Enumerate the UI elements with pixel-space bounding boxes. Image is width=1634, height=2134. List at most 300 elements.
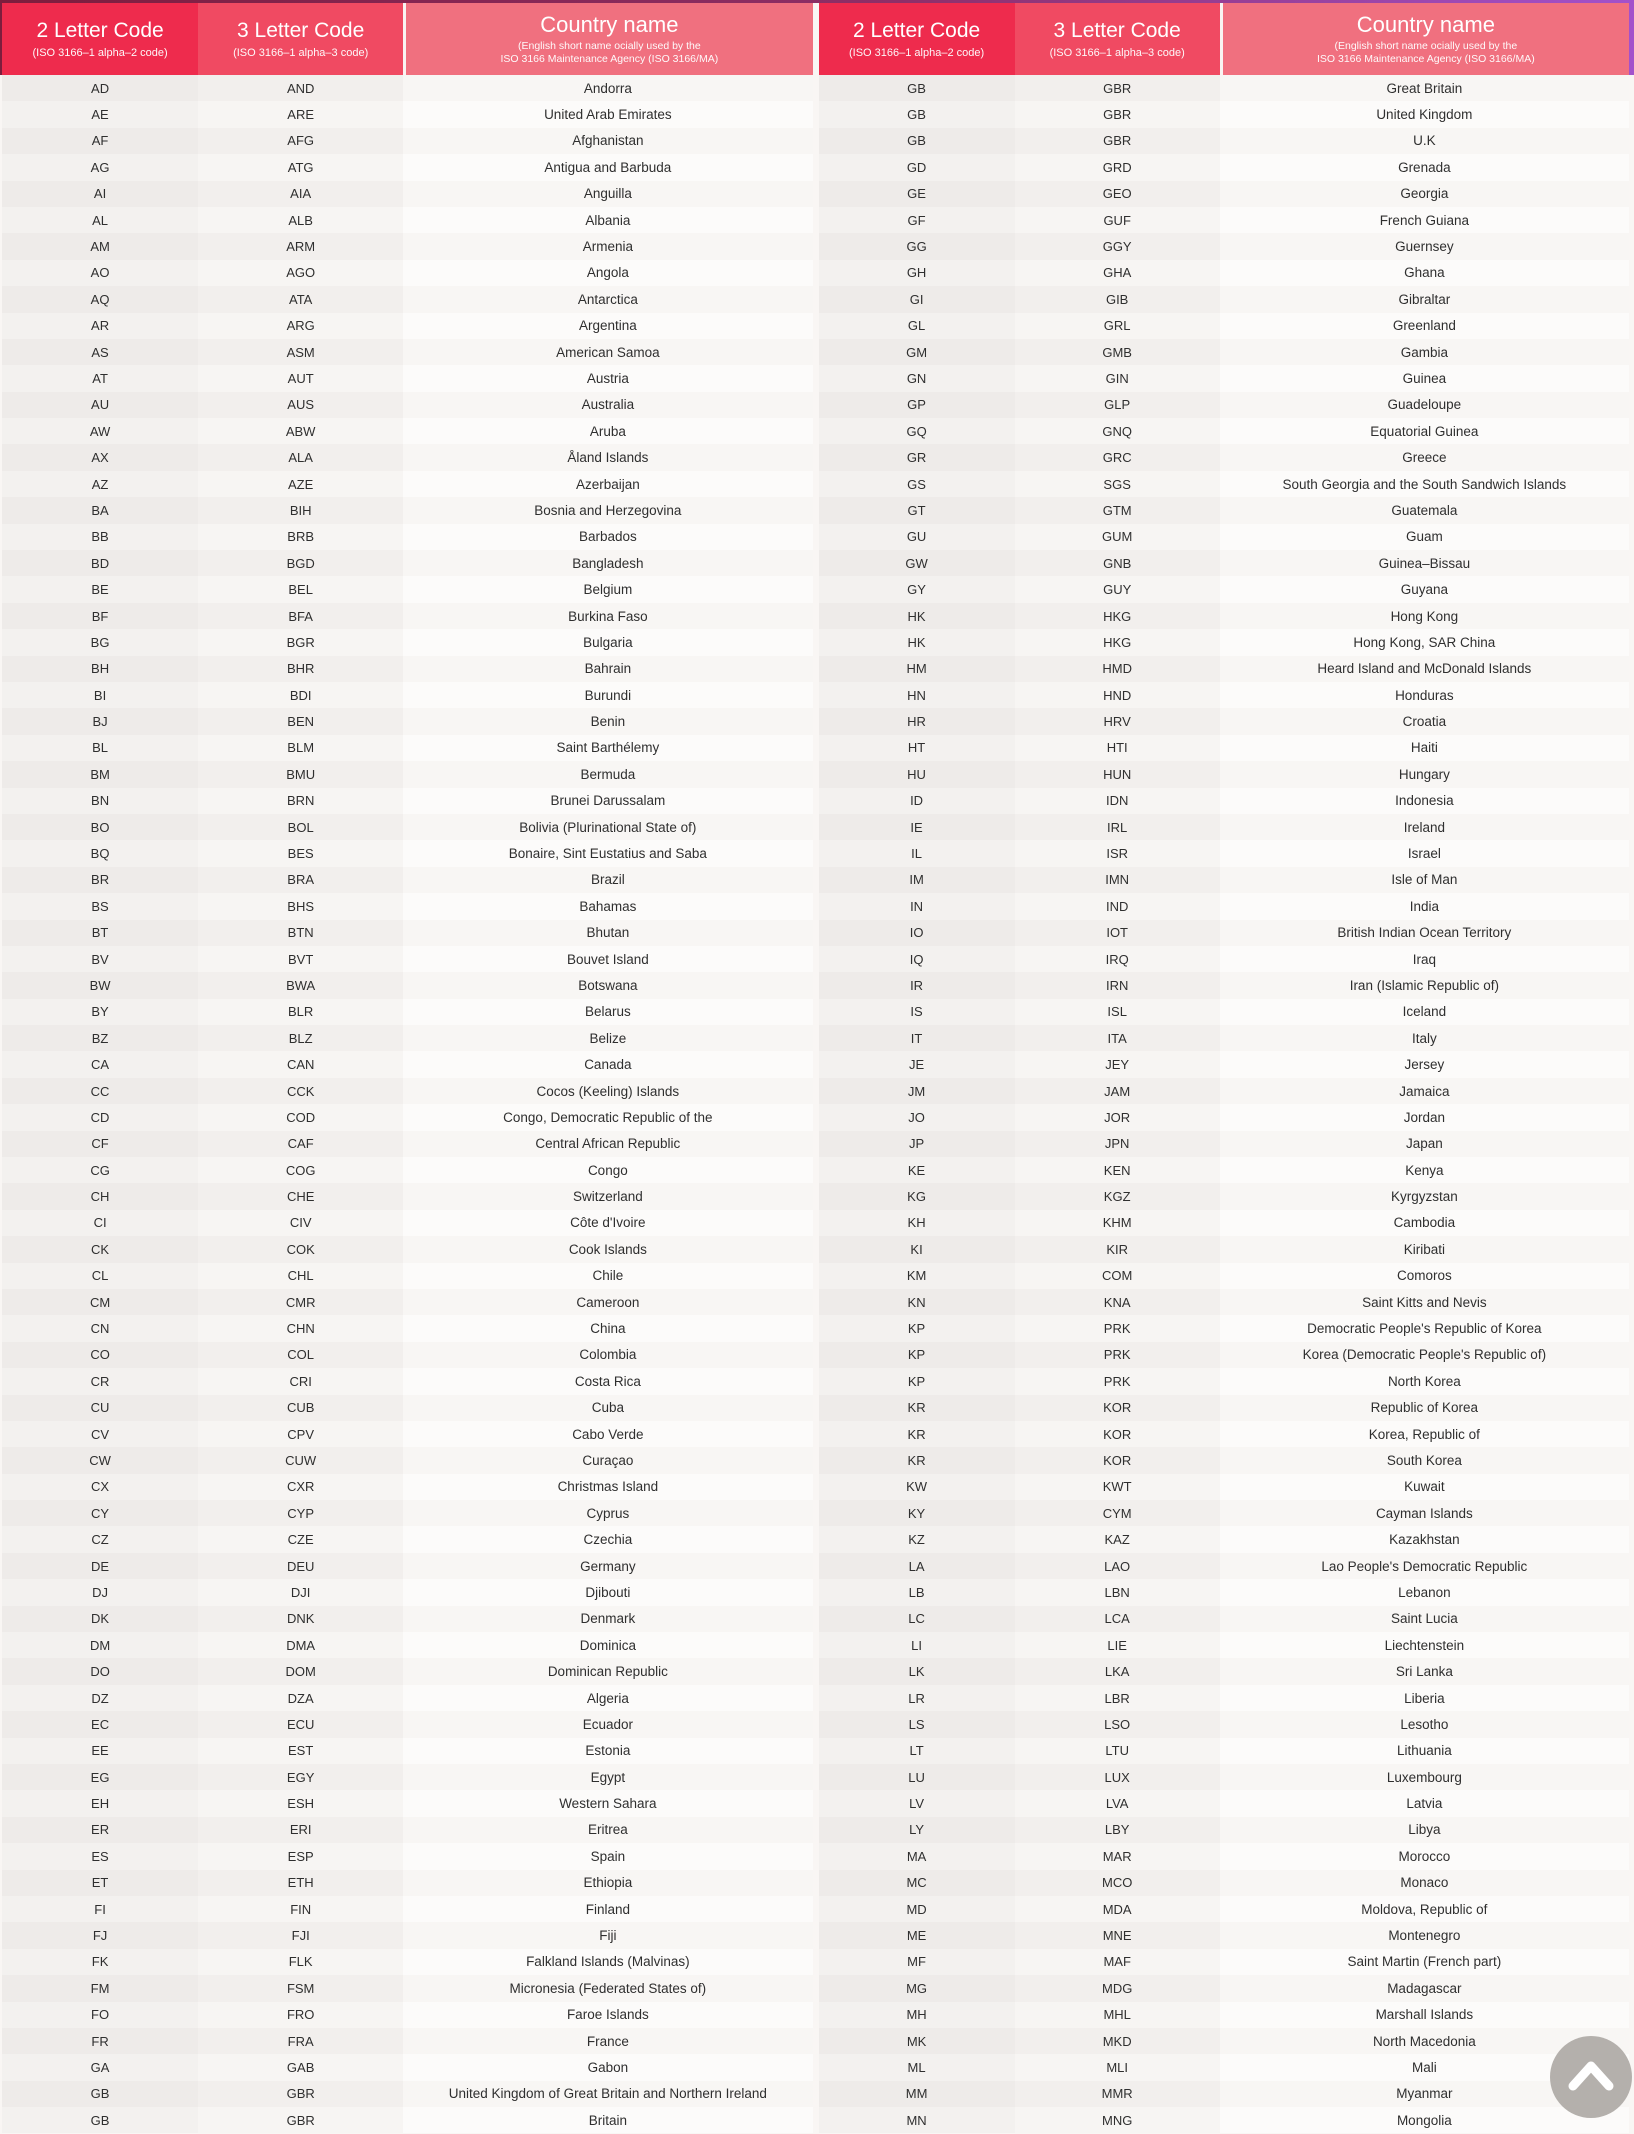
table-row <box>819 1949 1630 1975</box>
table-row <box>2 946 813 972</box>
cell-country-name: Switzerland <box>403 1183 812 1209</box>
cell-2-letter-code: GH <box>819 260 1015 286</box>
cell-country-name: Greece <box>1220 444 1629 470</box>
column-title: Country name <box>540 12 679 38</box>
cell-country-name: Curaçao <box>403 1447 812 1473</box>
column-subtitle: (English short name ocially used by the ISO 3166 Maintenance Agency (ISO 3166/MA) <box>500 39 719 65</box>
cell-country-name: Republic of Korea <box>1220 1395 1629 1421</box>
cell-country-name: Anguilla <box>403 181 812 207</box>
cell-country-name: Montenegro <box>1220 1922 1629 1948</box>
table-row <box>2 2028 813 2054</box>
cell-country-name: Algeria <box>403 1685 812 1711</box>
cell-country-name: Bermuda <box>403 761 812 787</box>
cell-2-letter-code: BH <box>2 656 198 682</box>
table-row <box>2 1632 813 1658</box>
cell-2-letter-code: KN <box>819 1289 1015 1315</box>
cell-3-letter-code: COG <box>198 1157 403 1183</box>
cell-2-letter-code: CU <box>2 1395 198 1421</box>
table-row <box>819 1553 1630 1579</box>
cell-3-letter-code: LCA <box>1015 1606 1220 1632</box>
cell-country-name: Saint Martin (French part) <box>1220 1949 1629 1975</box>
cell-2-letter-code: GY <box>819 576 1015 602</box>
cell-country-name: Armenia <box>403 233 812 259</box>
table-row <box>2 497 813 523</box>
cell-2-letter-code: HR <box>819 708 1015 734</box>
cell-3-letter-code: KIR <box>1015 1236 1220 1262</box>
column-header-country-name <box>1220 3 1629 75</box>
cell-2-letter-code: AF <box>2 128 198 154</box>
cell-2-letter-code: HK <box>819 629 1015 655</box>
cell-country-name: Moldova, Republic of <box>1220 1896 1629 1922</box>
cell-3-letter-code: BDI <box>198 682 403 708</box>
cell-3-letter-code: SGS <box>1015 471 1220 497</box>
cell-3-letter-code: BWA <box>198 972 403 998</box>
table-row <box>819 2054 1630 2080</box>
cell-2-letter-code: BJ <box>2 708 198 734</box>
table-row <box>2 972 813 998</box>
table-row <box>2 1263 813 1289</box>
table-row <box>2 867 813 893</box>
table-row <box>819 1315 1630 1341</box>
cell-country-name: Heard Island and McDonald Islands <box>1220 656 1629 682</box>
table-row <box>819 154 1630 180</box>
table-row <box>819 1817 1630 1843</box>
cell-country-name: Andorra <box>403 75 812 101</box>
cell-3-letter-code: CUB <box>198 1395 403 1421</box>
cell-2-letter-code: GL <box>819 313 1015 339</box>
cell-2-letter-code: IO <box>819 920 1015 946</box>
cell-3-letter-code: LBY <box>1015 1817 1220 1843</box>
cell-3-letter-code: COL <box>198 1342 403 1368</box>
cell-3-letter-code: FRO <box>198 2002 403 2028</box>
cell-country-name: Lebanon <box>1220 1579 1629 1605</box>
cell-country-name: Grenada <box>1220 154 1629 180</box>
table-row <box>819 999 1630 1025</box>
table-row <box>2 471 813 497</box>
cell-2-letter-code: BN <box>2 788 198 814</box>
cell-3-letter-code: GBR <box>1015 101 1220 127</box>
table-row <box>819 1896 1630 1922</box>
cell-3-letter-code: HKG <box>1015 629 1220 655</box>
cell-3-letter-code: LAO <box>1015 1553 1220 1579</box>
cell-2-letter-code: EH <box>2 1790 198 1816</box>
cell-country-name: Denmark <box>403 1606 812 1632</box>
cell-2-letter-code: CO <box>2 1342 198 1368</box>
cell-2-letter-code: BD <box>2 550 198 576</box>
cell-3-letter-code: GLP <box>1015 392 1220 418</box>
table-row <box>2 207 813 233</box>
cell-country-name: Belgium <box>403 576 812 602</box>
table-row <box>2 1553 813 1579</box>
table-row <box>819 1025 1630 1051</box>
table-row <box>819 629 1630 655</box>
table-row <box>819 233 1630 259</box>
table-row <box>819 2028 1630 2054</box>
cell-country-name: Falkland Islands (Malvinas) <box>403 1949 812 1975</box>
cell-3-letter-code: BLZ <box>198 1025 403 1051</box>
cell-3-letter-code: GNB <box>1015 550 1220 576</box>
cell-2-letter-code: IM <box>819 867 1015 893</box>
cell-3-letter-code: LBN <box>1015 1579 1220 1605</box>
table-row <box>2 1817 813 1843</box>
cell-3-letter-code: MDA <box>1015 1896 1220 1922</box>
cell-3-letter-code: DEU <box>198 1553 403 1579</box>
table-row <box>819 418 1630 444</box>
cell-3-letter-code: BEL <box>198 576 403 602</box>
table-row <box>819 524 1630 550</box>
cell-2-letter-code: IE <box>819 814 1015 840</box>
cell-country-name: Gibraltar <box>1220 286 1629 312</box>
cell-2-letter-code: AI <box>2 181 198 207</box>
cell-3-letter-code: CRI <box>198 1368 403 1394</box>
cell-country-name: Ecuador <box>403 1711 812 1737</box>
cell-3-letter-code: ATA <box>198 286 403 312</box>
table-row <box>819 1236 1630 1262</box>
cell-3-letter-code: ARG <box>198 313 403 339</box>
cell-2-letter-code: DE <box>2 1553 198 1579</box>
cell-3-letter-code: KAZ <box>1015 1526 1220 1552</box>
cell-3-letter-code: HUN <box>1015 761 1220 787</box>
cell-2-letter-code: LV <box>819 1790 1015 1816</box>
cell-2-letter-code: LK <box>819 1658 1015 1684</box>
country-code-tables <box>2 3 1629 2133</box>
cell-3-letter-code: JAM <box>1015 1078 1220 1104</box>
column-header-country-name <box>403 3 812 75</box>
table-row <box>819 1447 1630 1473</box>
cell-country-name: Korea (Democratic People's Republic of) <box>1220 1342 1629 1368</box>
cell-2-letter-code: CR <box>2 1368 198 1394</box>
cell-3-letter-code: GAB <box>198 2054 403 2080</box>
cell-2-letter-code: CG <box>2 1157 198 1183</box>
cell-2-letter-code: AO <box>2 260 198 286</box>
cell-2-letter-code: CK <box>2 1236 198 1262</box>
cell-3-letter-code: MCO <box>1015 1870 1220 1896</box>
cell-2-letter-code: BS <box>2 893 198 919</box>
table-row <box>819 471 1630 497</box>
cell-2-letter-code: LI <box>819 1632 1015 1658</box>
cell-3-letter-code: JEY <box>1015 1051 1220 1077</box>
cell-country-name: Austria <box>403 365 812 391</box>
cell-3-letter-code: KNA <box>1015 1289 1220 1315</box>
table-row <box>2 286 813 312</box>
cell-3-letter-code: GRL <box>1015 313 1220 339</box>
column-title: 2 Letter Code <box>852 18 981 42</box>
cell-2-letter-code: DO <box>2 1658 198 1684</box>
cell-2-letter-code: FJ <box>2 1922 198 1948</box>
table-header <box>2 3 813 75</box>
cell-country-name: Congo <box>403 1157 812 1183</box>
table-row <box>2 576 813 602</box>
cell-country-name: Czechia <box>403 1526 812 1552</box>
cell-2-letter-code: BQ <box>2 840 198 866</box>
scroll-to-top-button[interactable] <box>1550 2036 1632 2118</box>
cell-country-name: Bhutan <box>403 920 812 946</box>
cell-3-letter-code: ESP <box>198 1843 403 1869</box>
table-row <box>819 840 1630 866</box>
cell-3-letter-code: BLR <box>198 999 403 1025</box>
cell-country-name: Cook Islands <box>403 1236 812 1262</box>
table-row <box>819 735 1630 761</box>
cell-country-name: Central African Republic <box>403 1131 812 1157</box>
table-row <box>2 1236 813 1262</box>
cell-2-letter-code: FO <box>2 2002 198 2028</box>
table-row <box>819 1183 1630 1209</box>
cell-country-name: Mongolia <box>1220 2107 1629 2133</box>
table-row <box>2 550 813 576</box>
cell-2-letter-code: GW <box>819 550 1015 576</box>
table-row <box>2 1764 813 1790</box>
cell-3-letter-code: BRN <box>198 788 403 814</box>
cell-2-letter-code: DZ <box>2 1685 198 1711</box>
cell-country-name: United Kingdom <box>1220 101 1629 127</box>
cell-2-letter-code: GB <box>2 2107 198 2133</box>
table-row <box>819 2002 1630 2028</box>
cell-country-name: Bahamas <box>403 893 812 919</box>
cell-3-letter-code: BGR <box>198 629 403 655</box>
table-row <box>2 999 813 1025</box>
cell-3-letter-code: HRV <box>1015 708 1220 734</box>
cell-3-letter-code: GTM <box>1015 497 1220 523</box>
cell-country-name: Guam <box>1220 524 1629 550</box>
cell-3-letter-code: ASM <box>198 339 403 365</box>
cell-country-name: Marshall Islands <box>1220 2002 1629 2028</box>
cell-country-name: United Kingdom of Great Britain and Northern Ireland <box>403 2081 812 2107</box>
cell-3-letter-code: GUM <box>1015 524 1220 550</box>
cell-2-letter-code: AR <box>2 313 198 339</box>
cell-2-letter-code: BG <box>2 629 198 655</box>
table-row <box>2 313 813 339</box>
cell-3-letter-code: MNG <box>1015 2107 1220 2133</box>
cell-3-letter-code: FJI <box>198 1922 403 1948</box>
cell-3-letter-code: ARE <box>198 101 403 127</box>
table-row <box>2 1896 813 1922</box>
table-row <box>2 735 813 761</box>
cell-country-name: Madagascar <box>1220 1975 1629 2001</box>
cell-3-letter-code: LKA <box>1015 1658 1220 1684</box>
table-row <box>819 260 1630 286</box>
cell-2-letter-code: AW <box>2 418 198 444</box>
cell-country-name: Finland <box>403 1896 812 1922</box>
cell-2-letter-code: CA <box>2 1051 198 1077</box>
cell-3-letter-code: CXR <box>198 1474 403 1500</box>
cell-3-letter-code: MDG <box>1015 1975 1220 2001</box>
cell-country-name: France <box>403 2028 812 2054</box>
cell-country-name: Bosnia and Herzegovina <box>403 497 812 523</box>
cell-country-name: Israel <box>1220 840 1629 866</box>
cell-3-letter-code: HND <box>1015 682 1220 708</box>
cell-3-letter-code: BRA <box>198 867 403 893</box>
cell-3-letter-code: KWT <box>1015 1474 1220 1500</box>
cell-3-letter-code: HKG <box>1015 603 1220 629</box>
cell-2-letter-code: MC <box>819 1870 1015 1896</box>
cell-country-name: Comoros <box>1220 1263 1629 1289</box>
cell-country-name: Congo, Democratic Republic of the <box>403 1104 812 1130</box>
cell-3-letter-code: CYM <box>1015 1500 1220 1526</box>
cell-2-letter-code: KP <box>819 1342 1015 1368</box>
column-title: 2 Letter Code <box>36 18 164 42</box>
table-row <box>819 313 1630 339</box>
cell-2-letter-code: GD <box>819 154 1015 180</box>
cell-3-letter-code: DMA <box>198 1632 403 1658</box>
table-row <box>819 920 1630 946</box>
cell-country-name: Fiji <box>403 1922 812 1948</box>
cell-2-letter-code: BF <box>2 603 198 629</box>
cell-2-letter-code: KE <box>819 1157 1015 1183</box>
cell-3-letter-code: EST <box>198 1738 403 1764</box>
cell-3-letter-code: GBR <box>1015 75 1220 101</box>
cell-2-letter-code: GQ <box>819 418 1015 444</box>
cell-2-letter-code: BM <box>2 761 198 787</box>
cell-2-letter-code: LB <box>819 1579 1015 1605</box>
table-row <box>2 629 813 655</box>
cell-3-letter-code: BEN <box>198 708 403 734</box>
cell-2-letter-code: GA <box>2 2054 198 2080</box>
cell-2-letter-code: KY <box>819 1500 1015 1526</box>
cell-3-letter-code: AFG <box>198 128 403 154</box>
cell-country-name: Saint Lucia <box>1220 1606 1629 1632</box>
cell-country-name: Iran (Islamic Republic of) <box>1220 972 1629 998</box>
cell-3-letter-code: BTN <box>198 920 403 946</box>
table-row <box>2 1315 813 1341</box>
cell-3-letter-code: CPV <box>198 1421 403 1447</box>
cell-2-letter-code: FI <box>2 1896 198 1922</box>
cell-2-letter-code: AU <box>2 392 198 418</box>
cell-3-letter-code: FIN <box>198 1896 403 1922</box>
cell-3-letter-code: ETH <box>198 1870 403 1896</box>
cell-country-name: Belize <box>403 1025 812 1051</box>
cell-2-letter-code: KR <box>819 1447 1015 1473</box>
cell-country-name: Saint Barthélemy <box>403 735 812 761</box>
table-row <box>2 1711 813 1737</box>
cell-2-letter-code: GU <box>819 524 1015 550</box>
table-row <box>819 128 1630 154</box>
table-row <box>2 1790 813 1816</box>
cell-3-letter-code: IRL <box>1015 814 1220 840</box>
table-row <box>819 1790 1630 1816</box>
cell-3-letter-code: KGZ <box>1015 1183 1220 1209</box>
cell-country-name: Hong Kong, SAR China <box>1220 629 1629 655</box>
cell-country-name: Dominica <box>403 1632 812 1658</box>
table-row <box>2 75 813 101</box>
cell-country-name: Guyana <box>1220 576 1629 602</box>
cell-3-letter-code: MHL <box>1015 2002 1220 2028</box>
cell-country-name: Democratic People's Republic of Korea <box>1220 1315 1629 1341</box>
cell-country-name: Colombia <box>403 1342 812 1368</box>
cell-3-letter-code: LIE <box>1015 1632 1220 1658</box>
cell-3-letter-code: ISR <box>1015 840 1220 866</box>
cell-country-name: South Korea <box>1220 1447 1629 1473</box>
cell-2-letter-code: KR <box>819 1421 1015 1447</box>
cell-country-name: Faroe Islands <box>403 2002 812 2028</box>
cell-2-letter-code: MH <box>819 2002 1015 2028</box>
cell-3-letter-code: GIB <box>1015 286 1220 312</box>
cell-country-name: Eritrea <box>403 1817 812 1843</box>
cell-2-letter-code: AX <box>2 444 198 470</box>
cell-3-letter-code: ECU <box>198 1711 403 1737</box>
cell-3-letter-code: BVT <box>198 946 403 972</box>
cell-country-name: Burundi <box>403 682 812 708</box>
cell-2-letter-code: EG <box>2 1764 198 1790</box>
cell-country-name: Gambia <box>1220 339 1629 365</box>
cell-2-letter-code: JE <box>819 1051 1015 1077</box>
cell-3-letter-code: KEN <box>1015 1157 1220 1183</box>
cell-country-name: Italy <box>1220 1025 1629 1051</box>
table-row <box>2 1975 813 2001</box>
table-row <box>819 1658 1630 1684</box>
table-row <box>819 392 1630 418</box>
table-row <box>2 1447 813 1473</box>
cell-country-name: Gabon <box>403 2054 812 2080</box>
cell-2-letter-code: KM <box>819 1263 1015 1289</box>
cell-3-letter-code: GUF <box>1015 207 1220 233</box>
table-row <box>819 1368 1630 1394</box>
cell-country-name: Morocco <box>1220 1843 1629 1869</box>
cell-3-letter-code: GBR <box>198 2081 403 2107</box>
table-row <box>2 1922 813 1948</box>
cell-country-name: French Guiana <box>1220 207 1629 233</box>
cell-2-letter-code: CH <box>2 1183 198 1209</box>
cell-3-letter-code: IOT <box>1015 920 1220 946</box>
cell-3-letter-code: BOL <box>198 814 403 840</box>
table-row <box>819 2107 1630 2133</box>
cell-country-name: Cameroon <box>403 1289 812 1315</box>
cell-country-name: Luxembourg <box>1220 1764 1629 1790</box>
cell-2-letter-code: DK <box>2 1606 198 1632</box>
cell-2-letter-code: KP <box>819 1315 1015 1341</box>
table-row <box>819 1606 1630 1632</box>
table-row <box>819 788 1630 814</box>
table-row <box>2 893 813 919</box>
cell-2-letter-code: GN <box>819 365 1015 391</box>
cell-country-name: South Georgia and the South Sandwich Islands <box>1220 471 1629 497</box>
cell-country-name: Cayman Islands <box>1220 1500 1629 1526</box>
cell-3-letter-code: GUY <box>1015 576 1220 602</box>
cell-country-name: Barbados <box>403 524 812 550</box>
cell-3-letter-code: JPN <box>1015 1131 1220 1157</box>
table-row <box>2 708 813 734</box>
cell-3-letter-code: MMR <box>1015 2081 1220 2107</box>
table-row <box>819 708 1630 734</box>
cell-2-letter-code: CC <box>2 1078 198 1104</box>
table-row <box>2 1025 813 1051</box>
cell-country-name: Botswana <box>403 972 812 998</box>
table-row <box>819 1922 1630 1948</box>
table-body-left <box>2 75 813 2133</box>
cell-3-letter-code: CZE <box>198 1526 403 1552</box>
cell-2-letter-code: GG <box>819 233 1015 259</box>
table-row <box>819 1500 1630 1526</box>
table-row <box>819 1289 1630 1315</box>
cell-2-letter-code: GI <box>819 286 1015 312</box>
cell-3-letter-code: GMB <box>1015 339 1220 365</box>
cell-2-letter-code: LC <box>819 1606 1015 1632</box>
cell-country-name: Guernsey <box>1220 233 1629 259</box>
table-row <box>2 2002 813 2028</box>
cell-country-name: Indonesia <box>1220 788 1629 814</box>
cell-country-name: Cabo Verde <box>403 1421 812 1447</box>
cell-country-name: Lao People's Democratic Republic <box>1220 1553 1629 1579</box>
cell-2-letter-code: GS <box>819 471 1015 497</box>
table-row <box>2 1685 813 1711</box>
cell-2-letter-code: GM <box>819 339 1015 365</box>
cell-2-letter-code: CY <box>2 1500 198 1526</box>
cell-3-letter-code: DOM <box>198 1658 403 1684</box>
cell-country-name: Greenland <box>1220 313 1629 339</box>
cell-2-letter-code: IN <box>819 893 1015 919</box>
column-header-3-letter-code <box>198 3 403 75</box>
cell-3-letter-code: PRK <box>1015 1368 1220 1394</box>
cell-2-letter-code: MF <box>819 1949 1015 1975</box>
